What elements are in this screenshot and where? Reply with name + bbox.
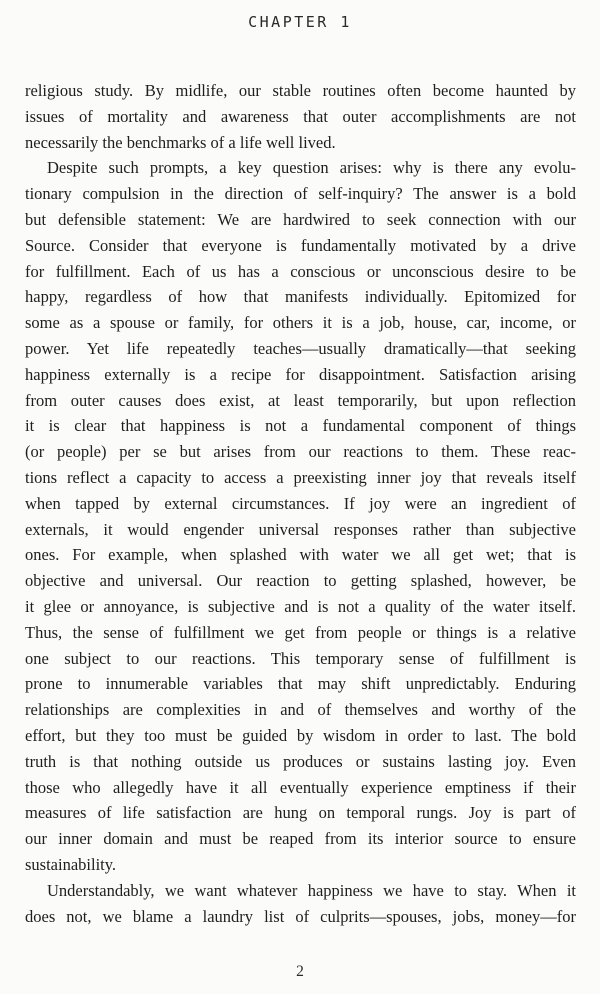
text-line: effort, but they too must be guided by wisdom in order to last. The bold bbox=[25, 725, 576, 745]
text-line: power. Yet life repeatedly teaches—usually dramatically—that seeking bbox=[25, 338, 576, 358]
text-line: objective and universal. Our reaction to getting splashed, however, be bbox=[25, 571, 576, 591]
text-line: (or people) per se but arises from our reactions to them. These reac- bbox=[25, 442, 576, 462]
text-line: Source. Consider that everyone is fundamentally motivated by a drive bbox=[25, 235, 576, 255]
text-line: for fulfillment. Each of us has a conscious or unconscious desire to be bbox=[25, 261, 576, 281]
text-line: our inner domain and must be reaped from its interior source to ensure bbox=[25, 829, 576, 849]
text-line: Despite such prompts, a key question arises: why is there any evolu- bbox=[47, 158, 576, 178]
text-line: ones. For example, when splashed with water we all get wet; that is bbox=[25, 545, 576, 565]
text-line: some as a spouse or family, for others it is a job, house, car, income, or bbox=[25, 313, 576, 333]
text-line: happy, regardless of how that manifests individually. Epitomized for bbox=[25, 287, 576, 307]
text-line: religious study. By midlife, our stable routines often become haunted by bbox=[25, 81, 576, 100]
text-line: externals, it would engender universal responses rather than subjective bbox=[25, 519, 576, 539]
text-line: tionary compulsion in the direction of self-inquiry? The answer is a bold bbox=[25, 184, 576, 204]
text-line: tions reflect a capacity to access a preexisting inner joy that reveals itself bbox=[25, 467, 576, 487]
text-line: truth is that nothing outside us produces or sustains lasting joy. Even bbox=[25, 751, 576, 771]
text-line: does not, we blame a laundry list of culprits—spouses, jobs, money—for bbox=[25, 906, 576, 926]
text-line: it is clear that happiness is not a fundamental component of things bbox=[25, 416, 576, 436]
paragraph bbox=[25, 155, 576, 877]
paragraph bbox=[25, 878, 576, 930]
page-number: 2 bbox=[296, 963, 304, 980]
text-line: issues of mortality and awareness that outer accomplishments are not bbox=[25, 106, 576, 126]
text-line: it glee or annoyance, is subjective and is not a quality of the water itself. bbox=[25, 596, 576, 616]
text-line: when tapped by external circumstances. If joy were an ingredient of bbox=[25, 493, 576, 513]
text-line: necessarily the benchmarks of a life well lived. bbox=[25, 132, 336, 152]
text-line: sustainability. bbox=[25, 854, 117, 874]
text-line: happiness externally is a recipe for disappointment. Satisfaction arising bbox=[25, 364, 576, 384]
text-line: prone to innumerable variables that may shift unpredictably. Enduring bbox=[25, 674, 576, 694]
body-text bbox=[25, 78, 576, 929]
text-line: but defensible statement: We are hardwired to seek connection with our bbox=[25, 209, 576, 229]
text-line: relationships are complexities in and of themselves and worthy of the bbox=[25, 700, 576, 720]
chapter-header: CHAPTER 1 bbox=[248, 13, 352, 31]
text-line: one subject to our reactions. This temporary sense of fulfillment is bbox=[25, 648, 576, 668]
text-line: Understandably, we want whatever happiness we have to stay. When it bbox=[47, 880, 576, 900]
text-line: from outer causes does exist, at least temporarily, but upon reflection bbox=[25, 390, 576, 410]
text-line: measures of life satisfaction are hung on temporal rungs. Joy is part of bbox=[25, 803, 576, 823]
paragraph bbox=[25, 78, 576, 155]
text-line: those who allegedly have it all eventually experience emptiness if their bbox=[25, 777, 576, 797]
text-line: Thus, the sense of fulfillment we get from people or things is a relative bbox=[25, 622, 576, 642]
